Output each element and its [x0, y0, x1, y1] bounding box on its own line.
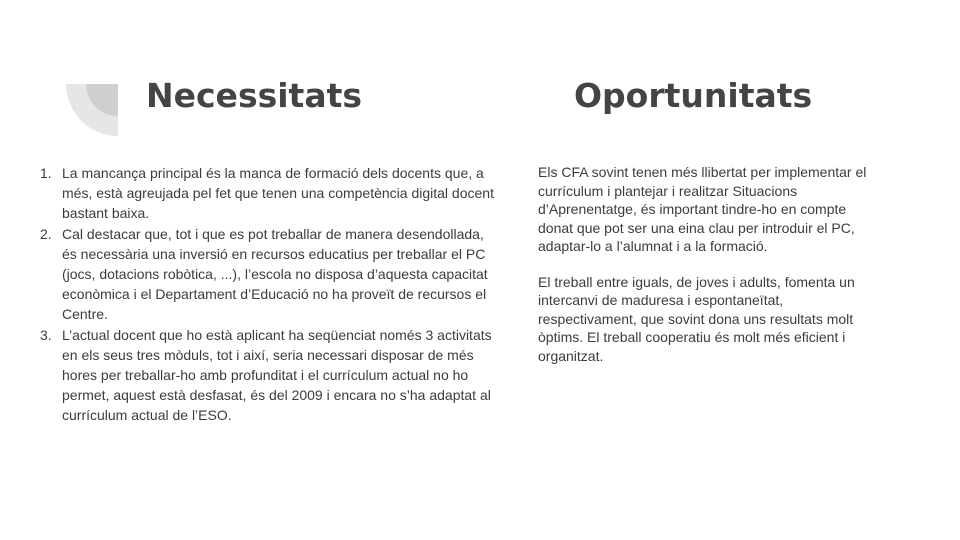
quarter-circle-decoration — [66, 84, 118, 136]
oportunitats-paragraph: Els CFA sovint tenen més llibertat per implementar el currículum i plantejar i realitzar Situacions d’Aprenentatge, és important tindre-ho en compte donat que pot ser una eina clau per introduir el PC, adaptar-lo a l’alumnat i a la formació. — [538, 164, 867, 254]
oportunitats-title: Oportunitats — [574, 76, 813, 115]
oportunitats-text — [538, 163, 883, 382]
list-item-number: 1. — [40, 165, 52, 181]
list-item-text: L’actual docent que ho està aplicant ha seqüenciat només 3 activitats en els seus tres mòduls, tot i així, seria necessari disposar de més hores per treballar-ho amb profunditat i el currículum actual no ho permet, aquest està desfasat, és del 2009 i encara no s’ha adaptat al currículum actual de l’ESO. — [62, 326, 492, 424]
list-item — [40, 163, 495, 224]
list-item — [40, 325, 495, 426]
list-item-text: Cal destacar que, tot i que es pot treballar de manera desendollada, és necessària una inversió en recursos educatius per treballar el PC (jocs, dotacions robòtica, ...), l’escola no disposa d’aquesta capacitat econòmica i el Departament d’Educació no ha proveït de recursos el Centre. — [62, 225, 488, 323]
list-item-number: 2. — [40, 225, 52, 242]
oportunitats-paragraph: El treball entre iguals, de joves i adults, fomenta un intercanvi de maduresa i espontaneïtat, respectivament, que sovint dona uns resultats molt òptims. El treball cooperatiu és molt més eficient i organitzat. — [538, 273, 855, 364]
list-item-number: 3. — [40, 326, 52, 343]
list-item — [40, 224, 495, 325]
list-item-text: La mancança principal és la manca de formació dels docents que, a més, està agreujada pel fet que tenen una competència digital docent bastant baixa. — [62, 165, 494, 222]
necessitats-title: Necessitats — [146, 76, 362, 115]
necessitats-list — [40, 163, 495, 426]
